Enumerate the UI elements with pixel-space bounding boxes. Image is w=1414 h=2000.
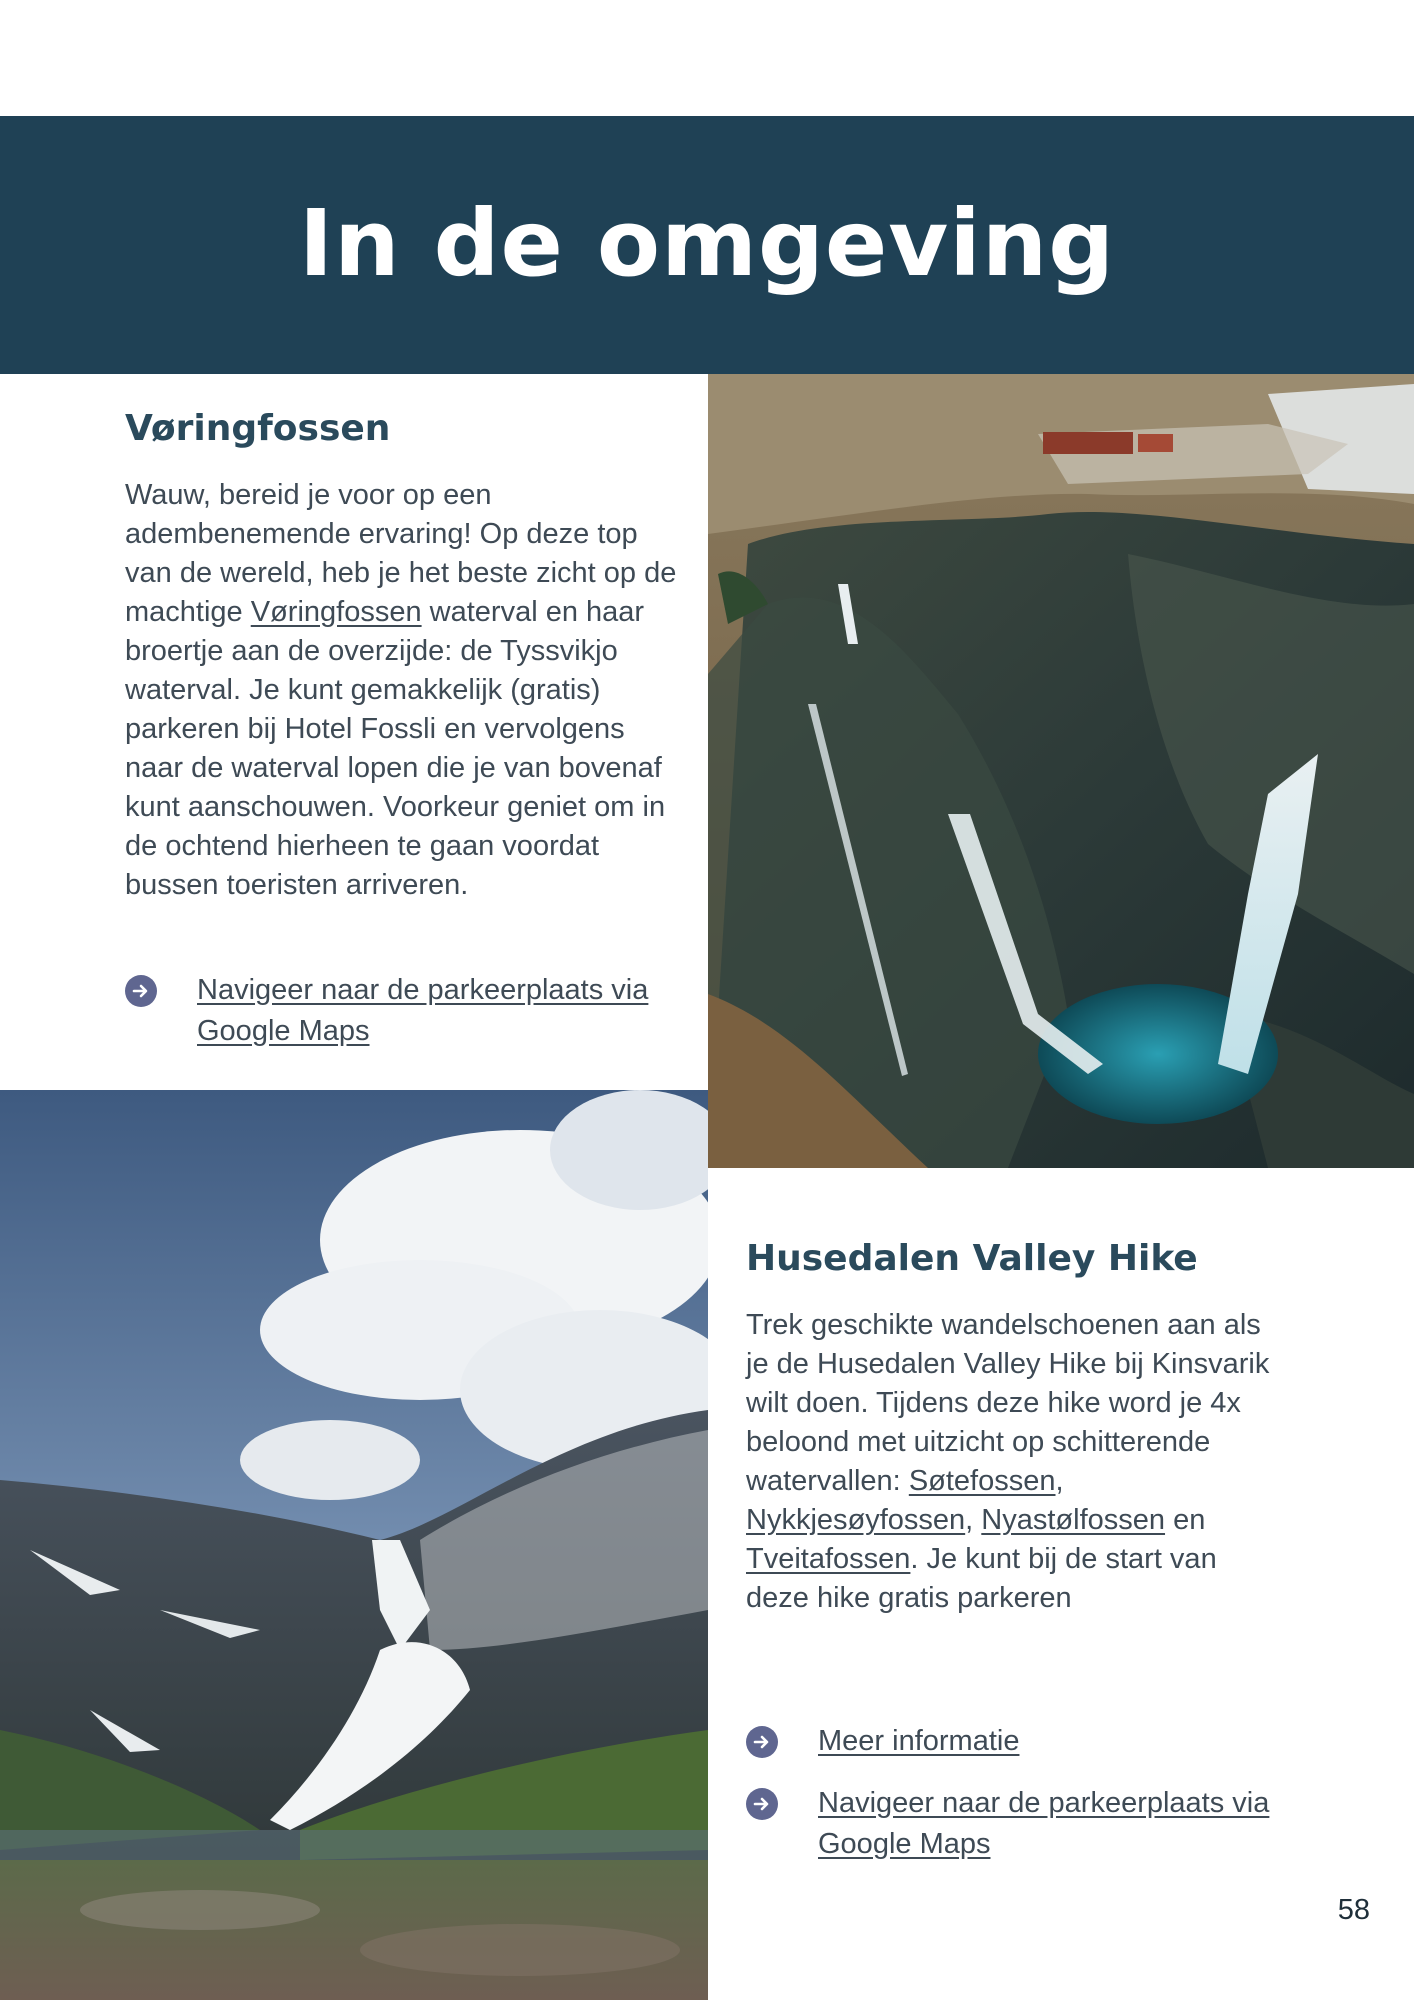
voringfossen-description (125, 476, 685, 905)
arrow-circle-right-icon (746, 1788, 778, 1820)
voringfossen-gorge-photo (708, 374, 1414, 1168)
husedalen-more-info-row[interactable] (746, 1721, 1306, 1762)
husedalen-sep-3: en (1165, 1504, 1206, 1536)
arrow-circle-right-icon (125, 975, 157, 1007)
husedalen-sep-2: , (965, 1504, 982, 1536)
nyastolfossen-link[interactable]: Nyastølfossen (981, 1504, 1166, 1536)
page-number: 58 (1337, 1894, 1370, 1926)
nykkjesoyfossen-link[interactable]: Nykkjesøyfossen (746, 1504, 966, 1536)
husedalen-text-1: Trek geschikte wandelschoenen aan als je de Husedalen Valley Hike bij Kinsvarik wilt doen. Tijdens deze hike word je 4x beloond met uitzicht op schitterende watervallen: (746, 1309, 1270, 1497)
husedalen-sep-1: , (1055, 1465, 1064, 1497)
tveitafossen-link[interactable]: Tveitafossen (746, 1543, 911, 1575)
title-banner (0, 116, 1414, 374)
husedalen-waterfall-photo (0, 1090, 708, 2000)
more-info-link[interactable]: Meer informatie (818, 1725, 1020, 1757)
husedalen-nav-row[interactable] (746, 1783, 1306, 1865)
voringfossen-heading: Vøringfossen (125, 408, 391, 449)
husedalen-description (746, 1306, 1286, 1618)
husedalen-heading: Husedalen Valley Hike (746, 1238, 1198, 1279)
voringfossen-text-1: Wauw, bereid je voor op een adembenemende ervaring! Op deze top van de wereld, heb je het beste zicht op de machtige (125, 479, 677, 628)
voringfossen-waterfall-link[interactable]: Vøringfossen (250, 596, 422, 628)
arrow-circle-right-icon (746, 1726, 778, 1758)
voringfossen-nav-row[interactable] (125, 970, 685, 1052)
husedalen-nav-link[interactable]: Navigeer naar de parkeerplaats via Google Maps (818, 1787, 1270, 1860)
sotefossen-link[interactable]: Søtefossen (908, 1465, 1056, 1497)
page-title: In de omgeving (298, 189, 1116, 297)
husedalen-text-2: . Je kunt bij de start van deze hike gratis parkeren (746, 1543, 1217, 1614)
voringfossen-nav-link[interactable]: Navigeer naar de parkeerplaats via Google Maps (197, 974, 649, 1047)
voringfossen-text-2: waterval en haar broertje aan de overzijde: de Tyssvikjo waterval. Je kunt gemakkelijk (gratis) parkeren bij Hotel Fossli en vervolgens naar de waterval lopen die je van bovenaf kunt aanschouwen. Voorkeur geniet om in de ochtend hierheen te gaan voordat bussen toeristen arriveren. (125, 596, 666, 901)
